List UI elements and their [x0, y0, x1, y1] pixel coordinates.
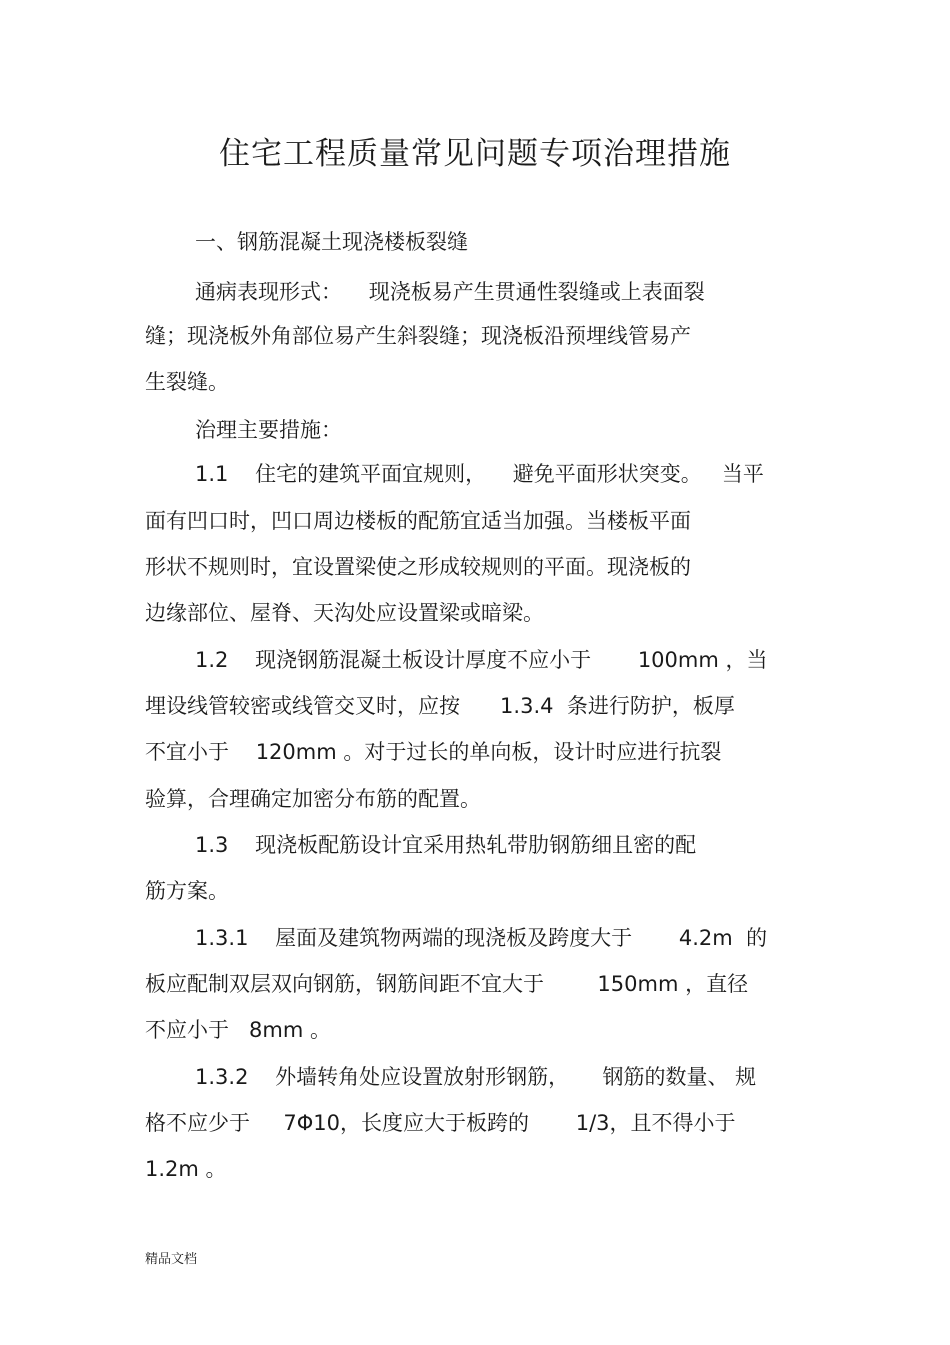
paragraph-line: 治理主要措施： — [195, 418, 342, 442]
paragraph-line: 1.1 住宅的建筑平面宜规则， 避免平面形状突变。 当平 — [195, 462, 764, 486]
paragraph-line: 缝；现浇板外角部位易产生斜裂缝；现浇板沿预埋线管易产 — [145, 324, 691, 348]
paragraph-line: 筋方案。 — [145, 879, 229, 903]
paragraph-line: 1.2 现浇钢筋混凝土板设计厚度不应小于 100mm ，当 — [195, 648, 768, 672]
paragraph-line: 1.3.1 屋面及建筑物两端的现浇板及跨度大于 4.2m 的 — [195, 926, 768, 950]
footer-label: 精品文档 — [145, 1252, 198, 1267]
paragraph-line: 1.2m 。 — [145, 1157, 227, 1181]
paragraph-line: 板应配制双层双向钢筋，钢筋间距不宜大于 150mm ，直径 — [145, 972, 749, 996]
paragraph-line: 验算，合理确定加密分布筋的配置。 — [145, 787, 481, 811]
paragraph-line: 形状不规则时，宜设置梁使之形成较规则的平面。现浇板的 — [145, 555, 691, 579]
paragraph-line: 面有凹口时，凹口周边楼板的配筋宜适当加强。当楼板平面 — [145, 509, 691, 533]
paragraph-line: 边缘部位、屋脊、天沟处应设置梁或暗梁。 — [145, 601, 544, 625]
section-heading: 一、钢筋混凝土现浇楼板裂缝 — [195, 230, 468, 254]
paragraph-line: 通病表现形式： 现浇板易产生贯通性裂缝或上表面裂 — [195, 280, 705, 304]
paragraph-line: 不应小于 8mm 。 — [145, 1018, 331, 1042]
paragraph-line: 1.3.2 外墙转角处应设置放射形钢筋， 钢筋的数量、 规 — [195, 1065, 757, 1089]
paragraph-line: 格不应少于 7Φ10，长度应大于板跨的 1/3，且不得小于 — [145, 1111, 736, 1135]
document-title: 住宅工程质量常见问题专项治理措施 — [219, 136, 731, 172]
paragraph-line: 1.3 现浇板配筋设计宜采用热轧带肋钢筋细且密的配 — [195, 833, 697, 857]
paragraph-line: 生裂缝。 — [145, 370, 229, 394]
paragraph-line: 埋设线管较密或线管交叉时，应按 1.3.4 条进行防护，板厚 — [145, 694, 735, 718]
paragraph-line: 不宜小于 120mm 。对于过长的单向板，设计时应进行抗裂 — [145, 740, 722, 764]
